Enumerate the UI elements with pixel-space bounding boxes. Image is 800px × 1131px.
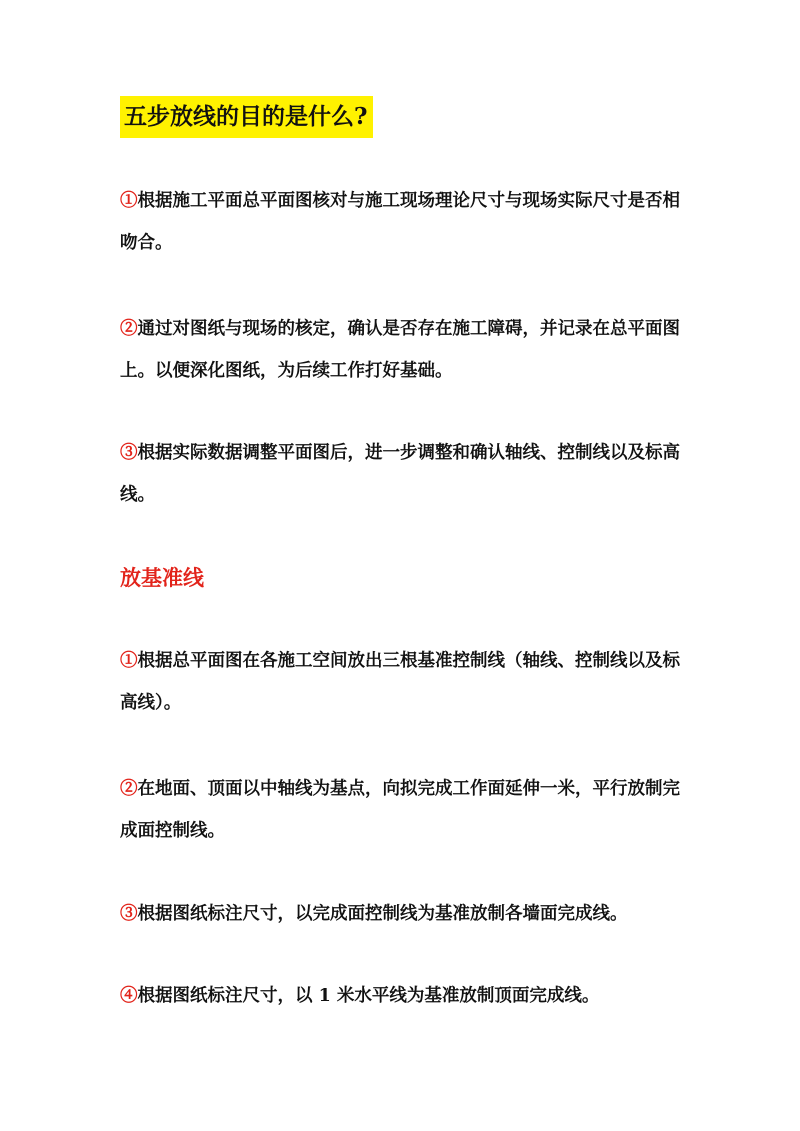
- section1-item-2: [120, 308, 685, 392]
- section1-item-3: [120, 432, 685, 516]
- item-text: 根据总平面图在各施工空间放出三根基准控制线（轴线、控制线以及标高线）。: [120, 651, 680, 713]
- item-number: ④: [120, 986, 138, 1006]
- item-number: ②: [120, 319, 138, 339]
- section1-item-1: [120, 180, 685, 264]
- item-number: ③: [120, 904, 138, 924]
- item-number: ①: [120, 651, 138, 671]
- item-text: 在地面、顶面以中轴线为基点，向拟完成工作面延伸一米，平行放制完成面控制线。: [120, 779, 680, 841]
- item-number: ③: [120, 443, 138, 463]
- section2-heading: 放基准线: [120, 565, 204, 590]
- section2-item-2: [120, 768, 685, 852]
- section2-item-1: [120, 640, 685, 724]
- section2-item-3: [120, 893, 685, 935]
- item-text: 根据图纸标注尺寸，以完成面控制线为基准放制各墙面完成线。: [137, 904, 628, 924]
- item-text: 根据图纸标注尺寸，以 1 米水平线为基准放制顶面完成线。: [137, 986, 600, 1006]
- item-text: 通过对图纸与现场的核定，确认是否存在施工障碍，并记录在总平面图上。以便深化图纸，为后续工作打好基础。: [120, 319, 680, 381]
- item-number: ①: [120, 191, 138, 211]
- item-text: 根据实际数据调整平面图后，进一步调整和确认轴线、控制线以及标高线。: [120, 443, 680, 505]
- page-title: 五步放线的目的是什么?: [120, 96, 373, 138]
- item-text: 根据施工平面总平面图核对与施工现场理论尺寸与现场实际尺寸是否相吻合。: [120, 191, 680, 253]
- item-number: ②: [120, 779, 138, 799]
- section2-item-4: [120, 975, 685, 1017]
